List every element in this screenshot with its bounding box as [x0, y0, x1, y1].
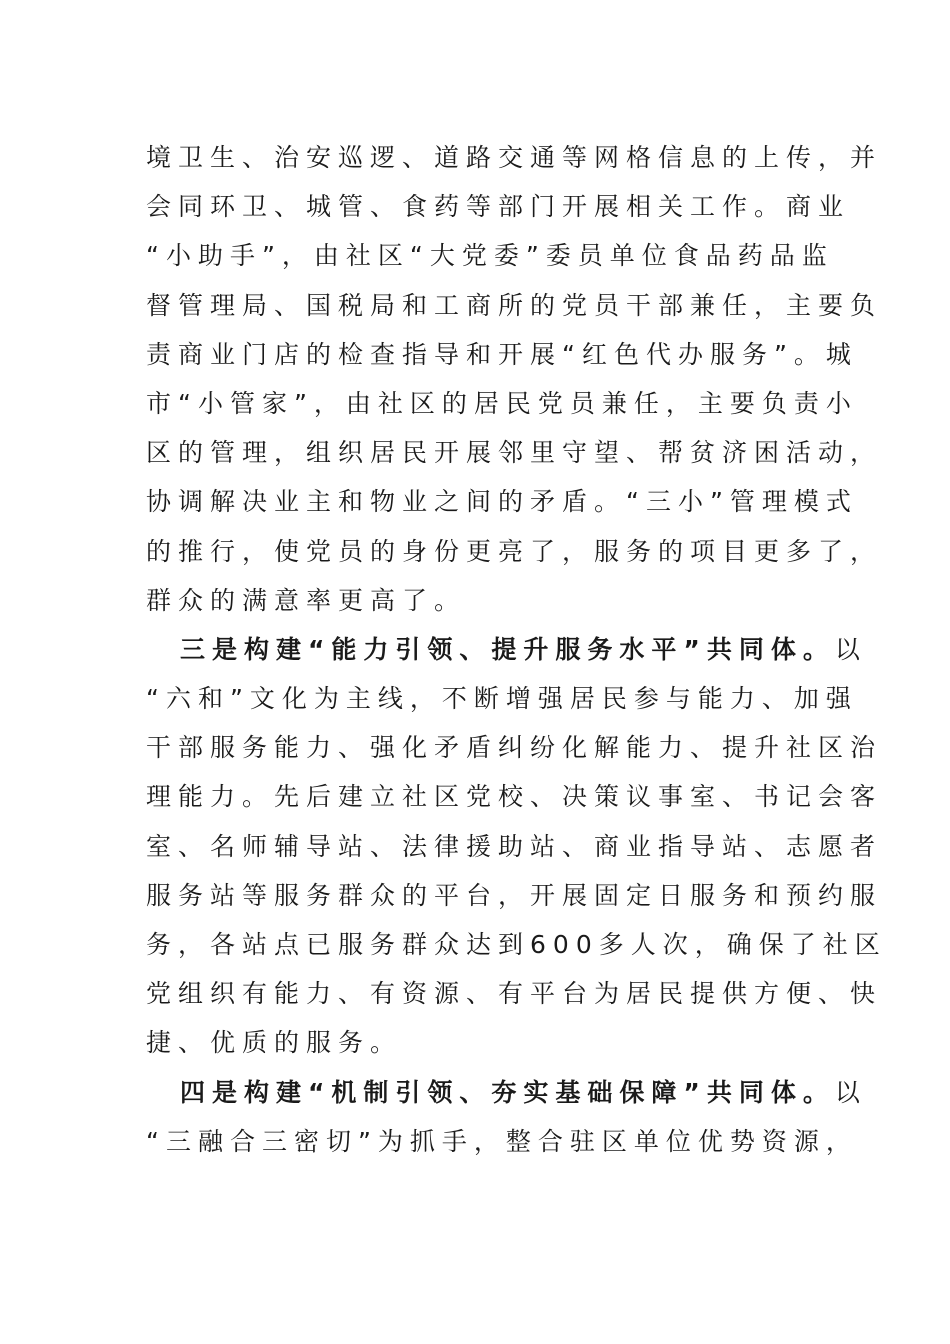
bold-heading-text: 四是构建“机制引领、夯实基础保障”共同体。 — [180, 1077, 835, 1107]
body-text: 室、名师辅导站、法律援助站、商业指导站、志愿者 — [146, 831, 883, 861]
body-text: “小助手”，由社区“大党委”委员单位食品药品监 — [146, 241, 834, 271]
body-text: 理能力。先后建立社区党校、决策议事室、书记会客 — [146, 782, 883, 812]
body-text: 的推行，使党员的身份更亮了，服务的项目更多了， — [146, 536, 883, 566]
text-line — [146, 281, 883, 330]
body-text: 以 — [834, 634, 867, 664]
text-line — [146, 576, 806, 625]
body-text: 以 — [834, 1077, 867, 1107]
text-line — [146, 330, 858, 379]
body-text: 群众的满意率更高了。 — [146, 585, 467, 615]
body-text: 境卫生、治安巡逻、道路交通等网格信息的上传，并 — [146, 143, 883, 172]
text-line — [146, 920, 887, 969]
body-text: 捷、优质的服务。 — [146, 1028, 403, 1058]
text-line — [146, 674, 858, 723]
text-line — [146, 723, 883, 772]
text-line — [146, 182, 851, 231]
text-line — [146, 871, 883, 920]
body-text: 会同环卫、城管、食药等部门开展相关工作。商业 — [146, 192, 851, 222]
text-line — [146, 477, 858, 526]
text-line — [146, 969, 883, 1018]
text-line — [146, 231, 834, 280]
body-text: 督管理局、国税局和工商所的党员干部兼任，主要负 — [146, 290, 883, 320]
text-line — [146, 772, 883, 821]
text-line — [146, 133, 883, 182]
text-line — [146, 1117, 858, 1166]
body-text: 务，各站点已服务群众达到600多人次，确保了社区 — [146, 930, 887, 959]
paragraph-first-line — [146, 625, 867, 674]
body-text: 党组织有能力、有资源、有平台为居民提供方便、快 — [146, 979, 883, 1009]
bold-heading-text: 三是构建“能力引领、提升服务水平”共同体。 — [180, 634, 835, 664]
document-body — [146, 133, 887, 1166]
text-line — [146, 379, 858, 428]
body-text: “六和”文化为主线，不断增强居民参与能力、加强 — [146, 684, 858, 714]
body-text: 市“小管家”，由社区的居民党员兼任，主要负责小 — [146, 388, 858, 418]
body-text: 干部服务能力、强化矛盾纠纷化解能力、提升社区治 — [146, 733, 883, 763]
text-line — [146, 822, 883, 871]
text-line — [146, 1018, 806, 1067]
body-text: 服务站等服务群众的平台，开展固定日服务和预约服 — [146, 880, 883, 910]
paragraph-first-line — [146, 1068, 867, 1117]
body-text: “三融合三密切”为抓手，整合驻区单位优势资源， — [146, 1126, 858, 1156]
body-text: 协调解决业主和物业之间的矛盾。“三小”管理模式 — [146, 487, 858, 517]
text-line — [146, 428, 883, 477]
text-line — [146, 527, 883, 576]
body-text: 区的管理，组织居民开展邻里守望、帮贫济困活动， — [146, 438, 883, 468]
body-text: 责商业门店的检查指导和开展“红色代办服务”。城 — [146, 339, 858, 369]
